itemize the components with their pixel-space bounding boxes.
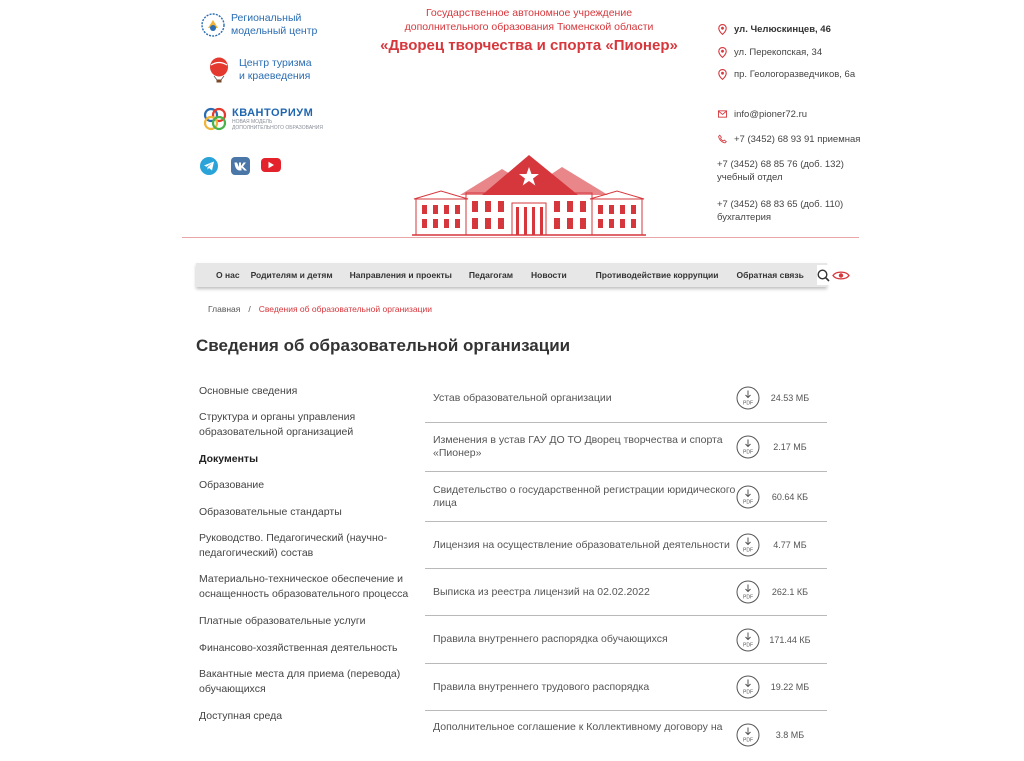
org-type-line2: дополнительного образования Тюменской области [404, 21, 654, 33]
sidebar-item-paid-services[interactable]: Платные образовательные услуги [199, 615, 366, 627]
sidebar-item-finance[interactable]: Финансово-хозяйственная деятельность [199, 642, 398, 654]
phone-study-dept[interactable] [717, 158, 844, 184]
vk-link[interactable] [231, 157, 250, 175]
kvantorium-logo-link[interactable] [202, 106, 323, 132]
pdf-download-button[interactable] [736, 580, 760, 604]
telegram-link[interactable] [200, 157, 218, 175]
pdf-label: PDF [743, 594, 753, 601]
address-3-text: пр. Геологоразведчиков, 6а [734, 69, 856, 80]
document-title[interactable]: Лицензия на осуществление образовательной деятельности [433, 538, 730, 551]
email-text: info@pioner72.ru [734, 109, 808, 120]
pdf-download-icon [736, 580, 760, 604]
sidebar-item-standards[interactable]: Образовательные стандарты [199, 506, 342, 518]
tourism-label: Центр туризма и краеведения [239, 57, 312, 82]
kvantorium-emblem-icon [202, 106, 228, 132]
document-size: 60.64 КБ [771, 491, 809, 502]
rmc-label: Региональный модельный центр [231, 12, 318, 37]
document-title[interactable]: Правила внутреннего распорядка обучающихся [433, 633, 668, 645]
address-main-text: ул. Челюскинцев, 46 [734, 24, 831, 35]
document-title[interactable]: Дополнительное соглашение к Коллективному договору на [433, 721, 723, 733]
document-title[interactable]: Правила внутреннего трудового распорядка [433, 680, 650, 693]
document-size: 4.77 МБ [773, 540, 807, 550]
phone-accounting[interactable] [717, 198, 843, 224]
nav-item-news[interactable]: Новости [531, 270, 567, 280]
document-title[interactable]: Свидетельство о государственной регистрации юридического лица [433, 483, 736, 509]
org-name[interactable]: «Дворец творчества и спорта «Пионер» [380, 37, 678, 54]
kvantorium-subtitle: НОВАЯ МОДЕЛЬ ДОПОЛНИТЕЛЬНОГО ОБРАЗОВАНИЯ [232, 119, 323, 131]
org-type-line1: Государственное автономное учреждение [425, 7, 633, 19]
table-row [425, 522, 827, 569]
sidebar-item-documents[interactable]: Документы [199, 453, 259, 465]
page-title: Сведения об образовательной организации [196, 336, 571, 355]
document-title[interactable]: Устав образовательной организации [433, 391, 612, 404]
table-row [425, 664, 827, 711]
pdf-label: PDF [743, 642, 753, 648]
telegram-icon [203, 160, 215, 172]
phone-reception-text: +7 (3452) 68 93 91 приемная [734, 134, 861, 145]
sidebar-item-accessibility[interactable]: Доступная среда [199, 710, 283, 722]
pdf-download-icon [736, 386, 760, 410]
pdf-download-icon [736, 485, 760, 509]
pdf-label: PDF [743, 400, 753, 407]
youtube-link[interactable] [261, 158, 281, 172]
document-size: 19.22 МБ [770, 682, 810, 692]
pdf-label: PDF [743, 737, 753, 744]
header-divider [182, 237, 859, 238]
balloon-icon [205, 56, 233, 84]
pdf-download-icon [736, 435, 760, 459]
table-row [425, 374, 827, 423]
breadcrumb-current: Сведения об образовательной организации [258, 304, 433, 314]
nav-item-parents[interactable]: Родителям и детям [250, 270, 333, 280]
breadcrumb-home[interactable]: Главная [208, 304, 241, 314]
document-title[interactable]: Изменения в устав ГАУ ДО ТО Дворец творчества и спорта «Пионер» [433, 434, 723, 459]
pdf-download-button[interactable] [736, 435, 760, 459]
pdf-download-button[interactable] [736, 485, 760, 509]
location-pin-icon [718, 47, 727, 58]
document-size: 24.53 МБ [770, 393, 810, 403]
search-button[interactable] [817, 265, 830, 285]
phone-reception[interactable] [718, 133, 860, 146]
nav-item-directions[interactable]: Направления и проекты [349, 270, 452, 280]
sidebar-item-vacancies[interactable]: Вакантные места для приема (перевода) обучающихся [199, 668, 401, 695]
nav-item-feedback[interactable]: Обратная связь [736, 270, 804, 280]
phone-accounting-text: +7 (3452) 68 83 65 (доб. 110) бухгалтерия [717, 199, 844, 223]
document-size: 262.1 КБ [771, 587, 809, 597]
rmc-logo-link[interactable] [201, 12, 317, 38]
search-icon [817, 269, 830, 282]
eye-icon [832, 270, 850, 281]
location-pin-icon [718, 24, 727, 35]
sidebar-item-facilities[interactable]: Материально-техническое обеспечение и оснащенность образовательного процесса [199, 573, 409, 600]
sidebar-item-education[interactable]: Образование [199, 479, 265, 491]
table-row [425, 423, 827, 472]
rmc-emblem-icon [201, 13, 225, 37]
location-pin-icon [718, 69, 727, 80]
pdf-download-button[interactable] [736, 628, 760, 652]
pdf-download-icon [736, 675, 760, 699]
mail-icon [718, 110, 727, 118]
sidebar-item-staff[interactable]: Руководство. Педагогический (научно-педагогический) состав [199, 532, 388, 559]
table-row [425, 472, 827, 522]
palace-building-illustration [412, 155, 646, 239]
email-link[interactable] [718, 108, 807, 121]
document-size: 3.8 МБ [775, 730, 805, 740]
main-nav [196, 263, 827, 287]
pdf-download-icon [736, 723, 760, 747]
phone-icon [718, 134, 727, 144]
nav-item-teachers[interactable]: Педагогам [468, 270, 514, 280]
address-2-text: ул. Перекопская, 34 [734, 47, 823, 58]
pdf-label: PDF [743, 689, 753, 696]
document-size: 2.17 МБ [773, 442, 807, 452]
nav-item-about[interactable]: О нас [216, 270, 240, 280]
document-title[interactable]: Выписка из реестра лицензий на 02.02.2022 [433, 585, 650, 598]
address-3[interactable] [718, 68, 855, 81]
kvantorium-title: КВАНТОРИУМ [232, 107, 314, 119]
pdf-download-icon [736, 628, 760, 652]
pdf-label: PDF [743, 449, 753, 456]
pdf-download-button[interactable] [736, 723, 760, 747]
tourism-logo-link[interactable] [205, 56, 312, 84]
pdf-label: PDF [743, 499, 753, 505]
vk-icon [234, 162, 248, 171]
sidebar-item-basic-info[interactable]: Основные сведения [199, 385, 298, 397]
breadcrumb-separator: / [248, 304, 251, 314]
youtube-icon [267, 161, 275, 169]
pdf-download-icon [736, 533, 760, 557]
table-row [425, 569, 827, 616]
address-main[interactable] [718, 23, 831, 36]
pdf-download-button[interactable] [736, 533, 760, 557]
nav-item-anticorruption[interactable]: Противодействие коррупции [595, 270, 719, 280]
phone-study-dept-text: +7 (3452) 68 85 76 (доб. 132) учебный отдел [717, 159, 844, 183]
sidebar-item-structure[interactable]: Структура и органы управления образовательной организацией [199, 411, 356, 438]
accessibility-button[interactable] [832, 265, 850, 285]
document-size: 171.44 КБ [769, 634, 811, 645]
pdf-label: PDF [743, 547, 753, 554]
table-row [425, 616, 827, 664]
pdf-download-button[interactable] [736, 386, 760, 410]
table-row [425, 711, 827, 761]
address-2[interactable] [718, 46, 822, 59]
pdf-download-button[interactable] [736, 675, 760, 699]
breadcrumb [208, 304, 432, 314]
